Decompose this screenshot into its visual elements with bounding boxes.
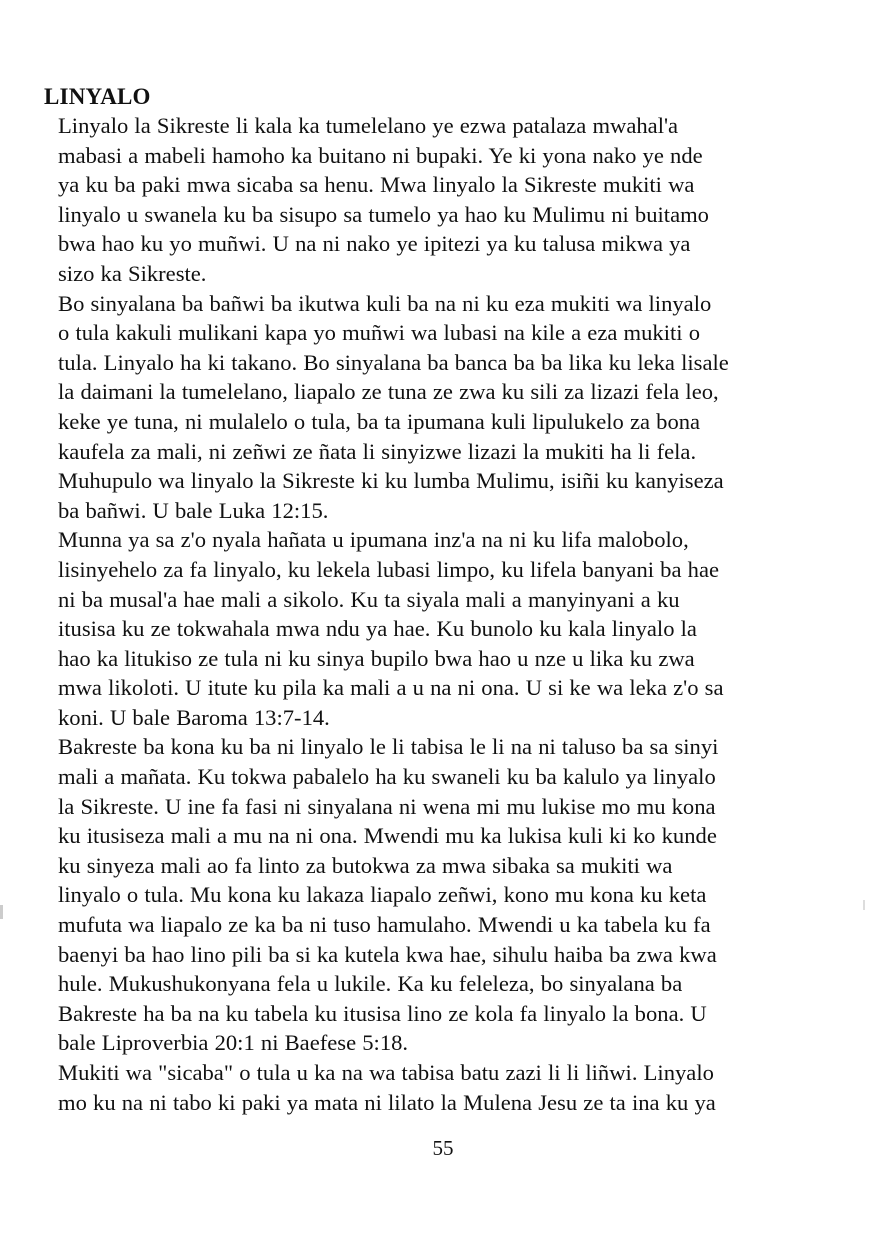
text-line: ni ba musal'a hae mali a sikolo. Ku ta siyala mali a manyinyani a ku <box>58 586 680 612</box>
text-line: kaufela za mali, ni zeñwi ze ñata li sinyizwe lizazi la mukiti ha li fela. <box>58 438 697 464</box>
text-line: linyalo u swanela ku ba sisupo sa tumelo ya hao ku Mulimu ni buitamo <box>58 201 709 227</box>
text-line: tula. Linyalo ha ki takano. Bo sinyalana ba banca ba ba lika ku leka lisale <box>58 349 729 375</box>
text-line: la daimani la tumelelano, liapalo ze tuna ze zwa ku sili za lizazi fela leo, <box>58 379 719 405</box>
text-line: la Sikreste. U ine fa fasi ni sinyalana ni wena mi mu lukise mo mu kona <box>58 793 716 819</box>
page-number: 55 <box>432 1136 454 1160</box>
scan-edge-mark <box>863 900 865 910</box>
paragraph <box>44 732 794 1058</box>
text-line: Bakreste ba kona ku ba ni linyalo le li tabisa le li na ni taluso ba sa sinyi <box>58 734 719 760</box>
section-heading: LINYALO <box>44 84 151 109</box>
text-line: Bakreste ha ba na ku tabela ku itusisa lino ze kola fa linyalo la bona. U <box>58 1000 707 1026</box>
text-line: keke ye tuna, ni mulalelo o tula, ba ta ipumana kuli lipulukelo za bona <box>58 408 701 434</box>
paragraph <box>44 289 794 526</box>
text-line: koni. U bale Baroma 13:7-14. <box>58 704 330 730</box>
paragraph <box>44 111 794 289</box>
body-text <box>44 111 794 1117</box>
text-line: o tula kakuli mulikani kapa yo muñwi wa lubasi na kile a eza mukiti o <box>58 320 700 346</box>
text-line: hule. Mukushukonyana fela u lukile. Ka ku feleleza, bo sinyalana ba <box>58 971 683 997</box>
text-line: bale Liproverbia 20:1 ni Baefese 5:18. <box>58 1030 409 1056</box>
text-line: Munna ya sa z'o nyala hañata u ipumana inz'a na ni ku lifa malobolo, <box>58 527 689 553</box>
text-line: Mukiti wa "sicaba" o tula u ka na wa tabisa batu zazi li li liñwi. Linyalo <box>58 1060 714 1085</box>
paragraph <box>44 525 794 732</box>
scan-margin-mark <box>0 905 3 919</box>
text-line: Linyalo la Sikreste li kala ka tumelelano ye ezwa patalaza mwahal'a <box>58 113 679 138</box>
text-line: ku itusiseza mali a mu na ni ona. Mwendi mu ka lukisa kuli ki ko kunde <box>58 823 717 849</box>
text-line: mwa likoloti. U itute ku pila ka mali a u na ni ona. U si ke wa leka z'o sa <box>58 675 724 701</box>
text-line: hao ka litukiso ze tula ni ku sinya bupilo bwa hao u nze u lika ku zwa <box>58 645 695 671</box>
text-line: linyalo o tula. Mu kona ku lakaza liapalo zeñwi, kono mu kona ku keta <box>58 882 707 908</box>
text-line: lisinyehelo za fa linyalo, ku lekela lubasi limpo, ku lifela banyani ba hae <box>58 556 720 582</box>
text-line: ya ku ba paki mwa sicaba sa henu. Mwa linyalo la Sikreste mukiti wa <box>58 172 695 198</box>
text-line: itusisa ku ze tokwahala mwa ndu ya hae. Ku bunolo ku kala linyalo la <box>58 616 697 642</box>
paragraph <box>44 1058 794 1117</box>
text-line: Bo sinyalana ba bañwi ba ikutwa kuli ba na ni ku eza mukiti wa linyalo <box>58 290 712 316</box>
text-line: sizo ka Sikreste. <box>58 260 207 286</box>
text-line: Muhupulo wa linyalo la Sikreste ki ku lumba Mulimu, isiñi ku kanyiseza <box>58 468 724 494</box>
text-line: bwa hao ku yo muñwi. U na ni nako ye ipitezi ya ku talusa mikwa ya <box>58 231 691 257</box>
text-line: baenyi ba hao lino pili ba si ka kutela kwa hae, sihulu haiba ba zwa kwa <box>58 941 717 967</box>
text-line: ba bañwi. U bale Luka 12:15. <box>58 497 329 523</box>
text-line: ku sinyeza mali ao fa linto za butokwa za mwa sibaka sa mukiti wa <box>58 852 673 878</box>
text-line: mo ku na ni tabo ki paki ya mata ni lilato la Mulena Jesu ze ta ina ku ya <box>58 1089 716 1115</box>
text-line: mufuta wa liapalo ze ka ba ni tuso hamulaho. Mwendi u ka tabela ku fa <box>58 912 711 938</box>
text-line: mabasi a mabeli hamoho ka buitano ni bupaki. Ye ki yona nako ye nde <box>58 142 703 168</box>
text-line: mali a mañata. Ku tokwa pabalelo ha ku swaneli ku ba kalulo ya linyalo <box>58 764 716 790</box>
